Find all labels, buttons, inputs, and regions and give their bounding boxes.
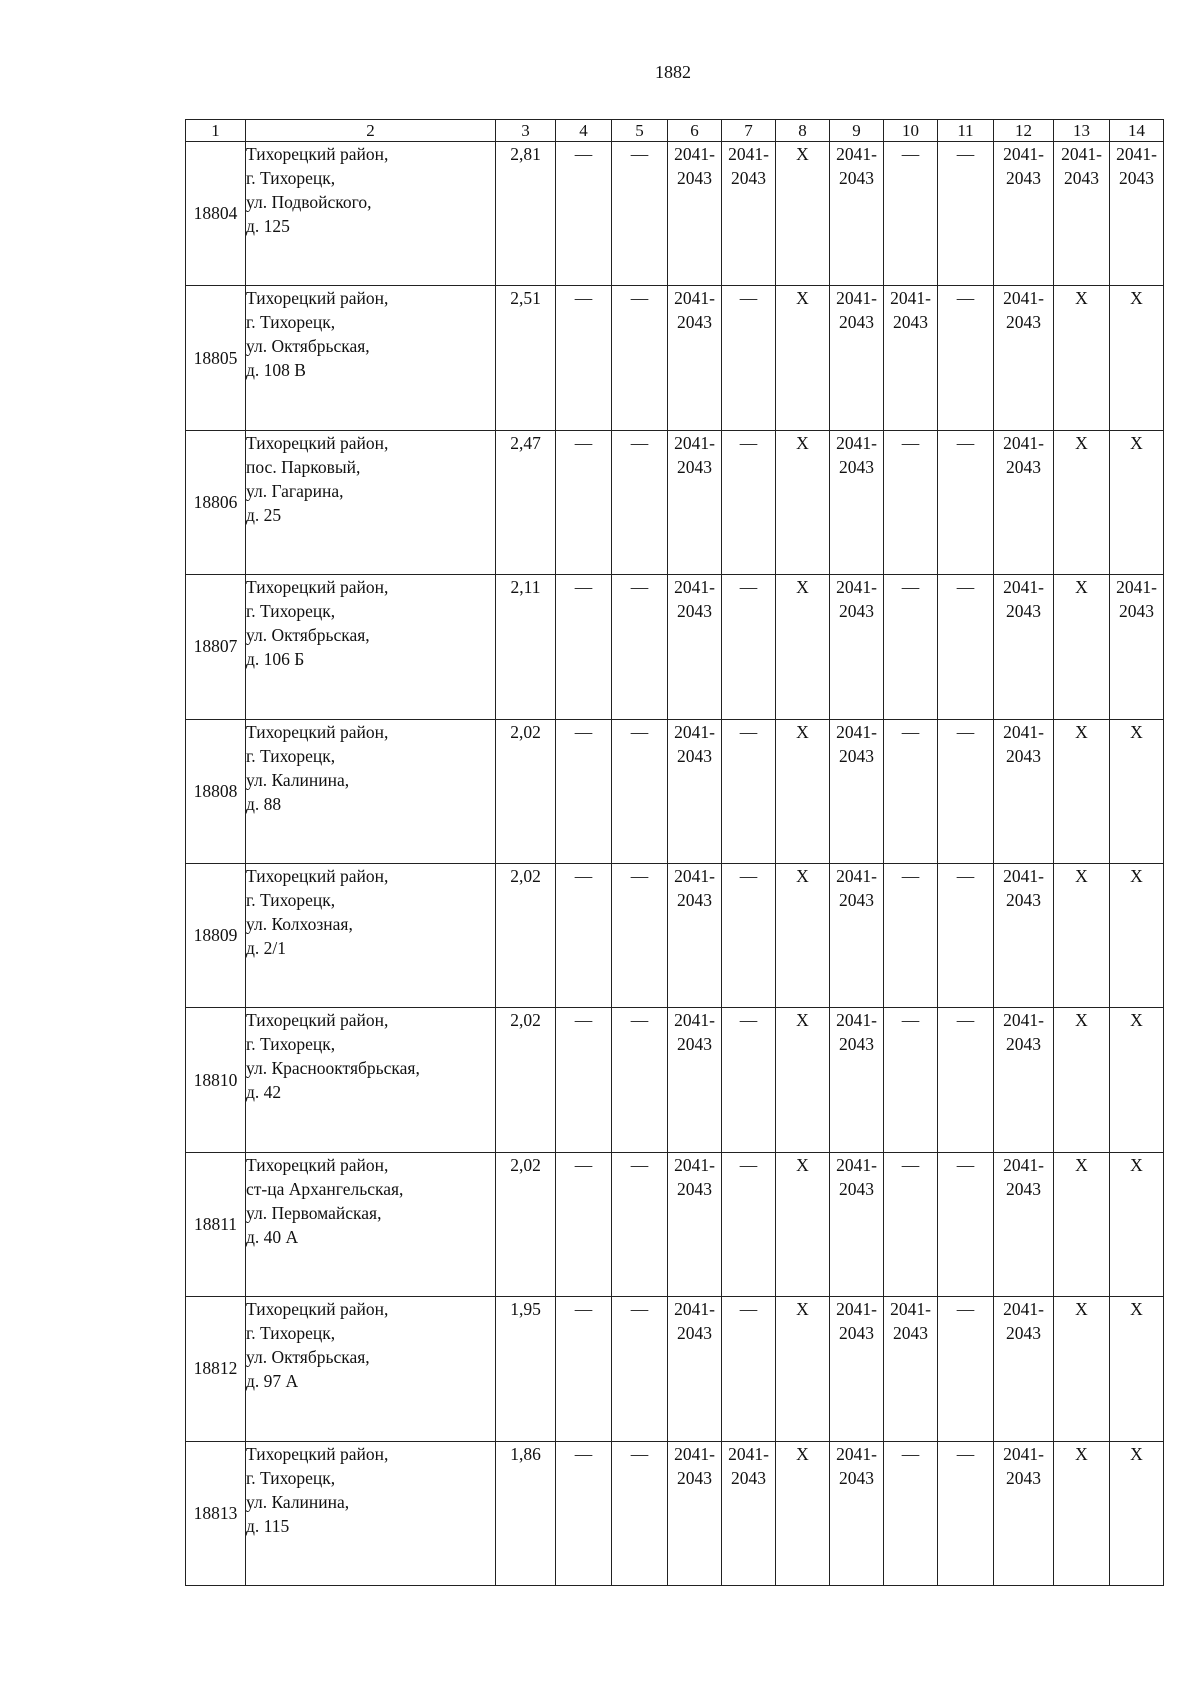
table-row bbox=[186, 286, 1164, 430]
period-cell: 2041- 2043 bbox=[668, 430, 722, 574]
address-line: Тихорецкий район, bbox=[246, 1299, 389, 1320]
period-cell: Х bbox=[776, 142, 830, 286]
table-row bbox=[186, 1152, 1164, 1296]
record-number: 18806 bbox=[186, 430, 246, 574]
period-cell: — bbox=[612, 1152, 668, 1296]
period-cell: Х bbox=[1054, 863, 1110, 1007]
period-cell: 2041- 2043 bbox=[994, 1297, 1054, 1441]
column-header: 11 bbox=[938, 120, 994, 142]
address-cell bbox=[246, 430, 496, 574]
period-cell: — bbox=[612, 430, 668, 574]
period-cell: — bbox=[722, 1008, 776, 1152]
area-value: 1,95 bbox=[496, 1297, 556, 1441]
period-cell: Х bbox=[1054, 286, 1110, 430]
address-cell bbox=[246, 1297, 496, 1441]
period-cell: — bbox=[884, 1152, 938, 1296]
period-cell: Х bbox=[1110, 863, 1164, 1007]
period-cell: — bbox=[556, 1441, 612, 1585]
register-table bbox=[185, 119, 1164, 1586]
area-value: 1,86 bbox=[496, 1441, 556, 1585]
period-cell: — bbox=[938, 863, 994, 1007]
period-cell: — bbox=[722, 863, 776, 1007]
column-header: 4 bbox=[556, 120, 612, 142]
period-cell: — bbox=[884, 719, 938, 863]
address-cell bbox=[246, 286, 496, 430]
period-cell: — bbox=[938, 1152, 994, 1296]
period-cell: Х bbox=[776, 430, 830, 574]
area-value: 2,11 bbox=[496, 575, 556, 719]
address-line: Тихорецкий район, bbox=[246, 288, 389, 309]
period-cell: — bbox=[884, 142, 938, 286]
table-row bbox=[186, 863, 1164, 1007]
period-cell: Х bbox=[1054, 575, 1110, 719]
table-row bbox=[186, 430, 1164, 574]
period-cell: 2041- 2043 bbox=[994, 719, 1054, 863]
address-line: ул. Первомайская, bbox=[246, 1202, 382, 1223]
period-cell: Х bbox=[1110, 286, 1164, 430]
address-line: д. 97 А bbox=[246, 1371, 299, 1392]
table-row bbox=[186, 142, 1164, 286]
period-cell: Х bbox=[1110, 1008, 1164, 1152]
period-cell: 2041- 2043 bbox=[994, 430, 1054, 574]
period-cell: — bbox=[722, 575, 776, 719]
table-row bbox=[186, 1297, 1164, 1441]
column-header: 8 bbox=[776, 120, 830, 142]
address-line: д. 115 bbox=[246, 1515, 290, 1536]
period-cell: 2041- 2043 bbox=[830, 863, 884, 1007]
period-cell: 2041- 2043 bbox=[722, 1441, 776, 1585]
period-cell: — bbox=[612, 1441, 668, 1585]
address-line: г. Тихорецк, bbox=[246, 312, 336, 333]
period-cell: — bbox=[884, 863, 938, 1007]
period-cell: 2041- 2043 bbox=[722, 142, 776, 286]
period-cell: — bbox=[938, 142, 994, 286]
period-cell: — bbox=[556, 430, 612, 574]
column-header: 9 bbox=[830, 120, 884, 142]
period-cell: — bbox=[556, 1297, 612, 1441]
period-cell: 2041- 2043 bbox=[668, 1152, 722, 1296]
period-cell: 2041- 2043 bbox=[994, 1152, 1054, 1296]
period-cell: Х bbox=[1110, 719, 1164, 863]
period-cell: — bbox=[938, 575, 994, 719]
address-line: г. Тихорецк, bbox=[246, 1467, 336, 1488]
period-cell: 2041- 2043 bbox=[994, 286, 1054, 430]
period-cell: Х bbox=[776, 719, 830, 863]
period-cell: — bbox=[556, 142, 612, 286]
record-number: 18805 bbox=[186, 286, 246, 430]
address-line: Тихорецкий район, bbox=[246, 144, 389, 164]
period-cell: 2041- 2043 bbox=[668, 1297, 722, 1441]
record-number: 18808 bbox=[186, 719, 246, 863]
period-cell: 2041- 2043 bbox=[830, 1441, 884, 1585]
period-cell: Х bbox=[776, 863, 830, 1007]
record-number: 18813 bbox=[186, 1441, 246, 1585]
address-line: г. Тихорецк, bbox=[246, 1323, 336, 1344]
address-line: г. Тихорецк, bbox=[246, 889, 336, 910]
column-header: 5 bbox=[612, 120, 668, 142]
period-cell: Х bbox=[776, 286, 830, 430]
column-header: 6 bbox=[668, 120, 722, 142]
period-cell: Х bbox=[1054, 719, 1110, 863]
column-header: 10 bbox=[884, 120, 938, 142]
address-cell bbox=[246, 719, 496, 863]
period-cell: — bbox=[556, 1152, 612, 1296]
period-cell: — bbox=[612, 1297, 668, 1441]
record-number: 18809 bbox=[186, 863, 246, 1007]
period-cell: — bbox=[556, 719, 612, 863]
period-cell: — bbox=[722, 719, 776, 863]
period-cell: 2041- 2043 bbox=[668, 1008, 722, 1152]
period-cell: — bbox=[938, 1008, 994, 1152]
period-cell: Х bbox=[1110, 1152, 1164, 1296]
address-cell bbox=[246, 1008, 496, 1152]
address-line: д. 40 А bbox=[246, 1226, 299, 1247]
period-cell: 2041- 2043 bbox=[994, 863, 1054, 1007]
table-row bbox=[186, 1008, 1164, 1152]
period-cell: — bbox=[556, 575, 612, 719]
address-line: Тихорецкий район, bbox=[246, 865, 389, 886]
period-cell: Х bbox=[1110, 1441, 1164, 1585]
address-cell bbox=[246, 1441, 496, 1585]
table-row bbox=[186, 575, 1164, 719]
period-cell: 2041- 2043 bbox=[830, 1297, 884, 1441]
column-header: 7 bbox=[722, 120, 776, 142]
period-cell: Х bbox=[1110, 1297, 1164, 1441]
period-cell: — bbox=[884, 1008, 938, 1152]
area-value: 2,02 bbox=[496, 1008, 556, 1152]
period-cell: 2041- 2043 bbox=[668, 719, 722, 863]
period-cell: — bbox=[612, 575, 668, 719]
period-cell: 2041- 2043 bbox=[668, 1441, 722, 1585]
address-line: д. 2/1 bbox=[246, 937, 287, 958]
period-cell: 2041- 2043 bbox=[668, 575, 722, 719]
period-cell: — bbox=[556, 286, 612, 430]
address-line: д. 106 Б bbox=[246, 649, 305, 670]
address-cell bbox=[246, 863, 496, 1007]
period-cell: Х bbox=[1054, 1152, 1110, 1296]
address-line: ул. Колхозная, bbox=[246, 913, 353, 934]
record-number: 18811 bbox=[186, 1152, 246, 1296]
table-row bbox=[186, 719, 1164, 863]
period-cell: — bbox=[722, 1297, 776, 1441]
period-cell: — bbox=[612, 719, 668, 863]
address-line: д. 25 bbox=[246, 504, 282, 525]
record-number: 18810 bbox=[186, 1008, 246, 1152]
period-cell: 2041- 2043 bbox=[994, 1008, 1054, 1152]
record-number: 18804 bbox=[186, 142, 246, 286]
period-cell: — bbox=[884, 430, 938, 574]
address-line: г. Тихорецк, bbox=[246, 1034, 336, 1055]
address-line: ул. Калинина, bbox=[246, 769, 350, 790]
address-line: Тихорецкий район, bbox=[246, 1010, 389, 1031]
address-line: ул. Гагарина, bbox=[246, 480, 344, 501]
address-cell bbox=[246, 142, 496, 286]
period-cell: — bbox=[938, 1297, 994, 1441]
period-cell: — bbox=[884, 1441, 938, 1585]
column-header: 14 bbox=[1110, 120, 1164, 142]
period-cell: 2041- 2043 bbox=[830, 719, 884, 863]
period-cell: 2041- 2043 bbox=[830, 286, 884, 430]
period-cell: 2041- 2043 bbox=[884, 1297, 938, 1441]
address-line: Тихорецкий район, bbox=[246, 1154, 389, 1175]
period-cell: 2041- 2043 bbox=[830, 575, 884, 719]
address-line: ул. Октябрьская, bbox=[246, 625, 370, 646]
address-line: Тихорецкий район, bbox=[246, 721, 389, 742]
record-number: 18807 bbox=[186, 575, 246, 719]
period-cell: — bbox=[938, 430, 994, 574]
period-cell: — bbox=[612, 863, 668, 1007]
area-value: 2,81 bbox=[496, 142, 556, 286]
table-body bbox=[186, 142, 1164, 1586]
address-line: г. Тихорецк, bbox=[246, 168, 336, 188]
address-line: г. Тихорецк, bbox=[246, 745, 336, 766]
table-row bbox=[186, 1441, 1164, 1585]
address-line: Тихорецкий район, bbox=[246, 577, 389, 598]
period-cell: 2041- 2043 bbox=[994, 1441, 1054, 1585]
area-value: 2,02 bbox=[496, 1152, 556, 1296]
address-line: пос. Парковый, bbox=[246, 456, 361, 477]
period-cell: — bbox=[722, 286, 776, 430]
period-cell: 2041- 2043 bbox=[1110, 142, 1164, 286]
period-cell: — bbox=[938, 286, 994, 430]
column-header: 2 bbox=[246, 120, 496, 142]
area-value: 2,02 bbox=[496, 863, 556, 1007]
column-header: 12 bbox=[994, 120, 1054, 142]
period-cell: — bbox=[938, 719, 994, 863]
record-number: 18812 bbox=[186, 1297, 246, 1441]
period-cell: — bbox=[722, 430, 776, 574]
address-line: Тихорецкий район, bbox=[246, 432, 389, 453]
period-cell: 2041- 2043 bbox=[830, 142, 884, 286]
address-line: д. 125 bbox=[246, 216, 290, 236]
period-cell: 2041- 2043 bbox=[830, 430, 884, 574]
address-line: ул. Подвойского, bbox=[246, 192, 372, 212]
address-line: ст-ца Архангельская, bbox=[246, 1178, 404, 1199]
area-value: 2,47 bbox=[496, 430, 556, 574]
period-cell: — bbox=[612, 286, 668, 430]
address-cell bbox=[246, 575, 496, 719]
period-cell: Х bbox=[776, 1297, 830, 1441]
area-value: 2,02 bbox=[496, 719, 556, 863]
address-line: ул. Октябрьская, bbox=[246, 336, 370, 357]
period-cell: — bbox=[612, 142, 668, 286]
period-cell: — bbox=[556, 1008, 612, 1152]
address-line: д. 42 bbox=[246, 1082, 282, 1103]
period-cell: — bbox=[722, 1152, 776, 1296]
period-cell: — bbox=[884, 575, 938, 719]
area-value: 2,51 bbox=[496, 286, 556, 430]
address-line: д. 88 bbox=[246, 793, 282, 814]
column-header: 13 bbox=[1054, 120, 1110, 142]
period-cell: 2041- 2043 bbox=[1054, 142, 1110, 286]
period-cell: — bbox=[556, 863, 612, 1007]
column-header: 3 bbox=[496, 120, 556, 142]
address-line: ул. Краснооктябрьская, bbox=[246, 1058, 420, 1079]
address-cell bbox=[246, 1152, 496, 1296]
period-cell: Х bbox=[1110, 430, 1164, 574]
period-cell: Х bbox=[1054, 430, 1110, 574]
column-header: 1 bbox=[186, 120, 246, 142]
period-cell: 2041- 2043 bbox=[668, 863, 722, 1007]
period-cell: Х bbox=[776, 575, 830, 719]
period-cell: 2041- 2043 bbox=[994, 142, 1054, 286]
period-cell: Х bbox=[1054, 1441, 1110, 1585]
address-line: г. Тихорецк, bbox=[246, 601, 336, 622]
period-cell: Х bbox=[776, 1441, 830, 1585]
period-cell: 2041- 2043 bbox=[668, 286, 722, 430]
period-cell: 2041- 2043 bbox=[830, 1008, 884, 1152]
period-cell: Х bbox=[776, 1152, 830, 1296]
period-cell: — bbox=[612, 1008, 668, 1152]
period-cell: — bbox=[938, 1441, 994, 1585]
period-cell: 2041- 2043 bbox=[884, 286, 938, 430]
address-line: ул. Калинина, bbox=[246, 1491, 350, 1512]
address-line: д. 108 В bbox=[246, 360, 306, 381]
period-cell: Х bbox=[776, 1008, 830, 1152]
page-number: 1882 bbox=[655, 62, 691, 82]
period-cell: Х bbox=[1054, 1297, 1110, 1441]
address-line: ул. Октябрьская, bbox=[246, 1347, 370, 1368]
period-cell: 2041- 2043 bbox=[994, 575, 1054, 719]
period-cell: 2041- 2043 bbox=[830, 1152, 884, 1296]
period-cell: 2041- 2043 bbox=[1110, 575, 1164, 719]
period-cell: 2041- 2043 bbox=[668, 142, 722, 286]
period-cell: Х bbox=[1054, 1008, 1110, 1152]
column-number-row bbox=[186, 120, 1164, 142]
address-line: Тихорецкий район, bbox=[246, 1443, 389, 1464]
